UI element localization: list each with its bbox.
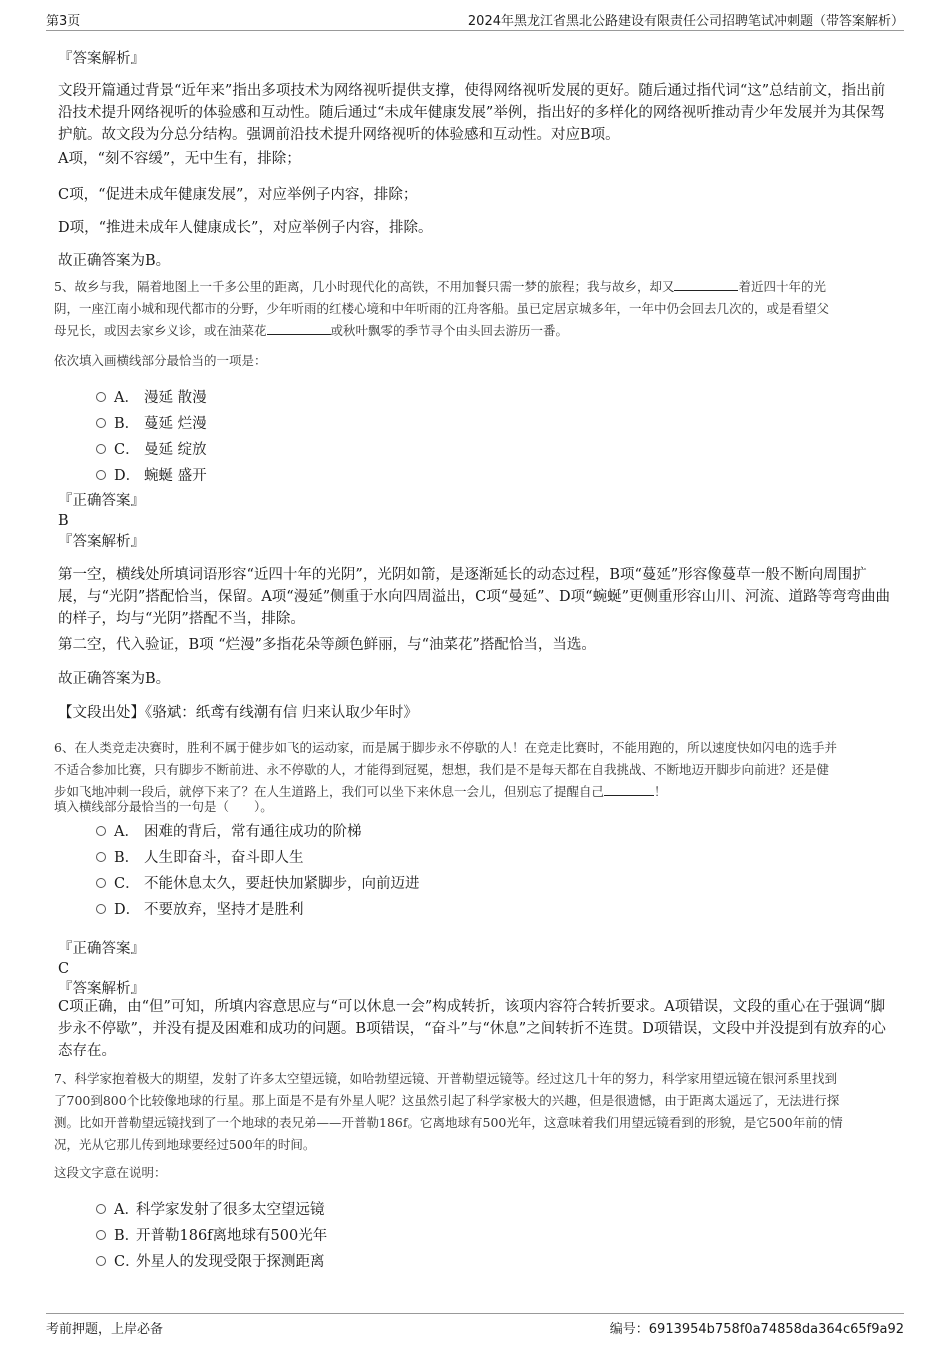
radio-icon[interactable]	[96, 878, 106, 888]
analysis-label: 『答案解析』	[58, 981, 145, 997]
analysis-label: 『答案解析』	[58, 534, 145, 550]
option-a[interactable]: A． 科学家发射了很多太空望远镜	[96, 1198, 325, 1219]
option-d[interactable]: D． 蜿蜒 盛开	[96, 464, 207, 485]
question-prompt: 依次填入画横线部分最恰当的一项是：	[54, 353, 267, 368]
radio-icon[interactable]	[96, 392, 106, 402]
radio-icon[interactable]	[96, 852, 106, 862]
option-a[interactable]: A． 困难的背后，常有通往成功的阶梯	[96, 820, 362, 841]
footer-slogan: 考前押题，上岸必备	[46, 1322, 164, 1337]
question-prompt: 填入横线部分最恰当的一句是（ ）。	[54, 799, 273, 814]
radio-icon[interactable]	[96, 904, 106, 914]
source: 【文段出处】《骆斌：纸鸢有线潮有信 归来认取少年时》	[58, 705, 418, 721]
fill-blank	[604, 783, 654, 796]
option-d[interactable]: D． 不要放弃，坚持才是胜利	[96, 898, 304, 919]
page-header	[46, 8, 904, 31]
question-stem: 7、科学家抱着极大的期望，发射了许多太空望远镜，如哈勃望远镜、开普勒望远镜等。经过这几十年的努力，科学家用望远镜在银河系里找到 了700到800个比较像地球的行星。那上面是不是有外星人呢？这虽然引起了科学家极大的兴趣，但是很遗憾，由于距离太遥远了，无法进行探 测。比如开普勒望远镜找到了一个地球的表兄弟——开普勒186f。它离地球有500光年，这意味着我们用望远镜看到的形貌，是它500年前的情 况，光从它那儿传到地球要经过500年的时间。	[54, 1071, 843, 1152]
answer-label: 『正确答案』	[58, 941, 145, 957]
option-b[interactable]: B． 蔓延 烂漫	[96, 412, 207, 433]
option-a[interactable]: A． 漫延 散漫	[96, 386, 207, 407]
document-title: 2024年黑龙江省黑北公路建设有限责任公司招聘笔试冲刺题（带答案解析）	[467, 14, 904, 29]
fill-blank	[674, 278, 738, 291]
analysis-paragraph: 文段开篇通过背景“近年来”指出多项技术为网络视听提供支撑，使得网络视听发展的更好。随后通过指代词“这”总结前文，指出前沿技术提升网络视听的体验感和互动性。随后通过“未成年健康发展”举例，指出好的多样化的网络视听推动青少年发展并为其保驾护航。故文段为分总分结构。强调前沿技术提升网络视听的体验感和互动性。对应B项。	[58, 83, 886, 143]
analysis-line-d: D项，“推进未成年人健康成长”，对应举例子内容，排除。	[58, 220, 433, 236]
analysis-label: 『答案解析』	[58, 51, 145, 67]
radio-icon[interactable]	[96, 1256, 106, 1266]
option-b[interactable]: B． 人生即奋斗，奋斗即人生	[96, 846, 304, 867]
question-stem: 5、故乡与我，隔着地图上一千多公里的距离，几小时现代化的高铁，不用加餐只需一梦的旅程；我与故乡，却又 着近四十年的光 阴，一座江南小城和现代都市的分野，少年听雨的红楼心境和中年听雨的江舟客船。虽已定居京城多年，一年中仍会回去几次的，或是看望父 母兄长，或因去家乡义诊，或在油菜花 或秋叶飘零的季节寻个由头回去游历一番。	[54, 279, 830, 338]
fill-blank	[267, 322, 331, 335]
radio-icon[interactable]	[96, 470, 106, 480]
option-c[interactable]: C． 曼延 绽放	[96, 438, 207, 459]
analysis-paragraph: 第二空，代入验证，B项 “烂漫”多指花朵等颜色鲜丽，与“油菜花”搭配恰当，当选。	[58, 637, 596, 653]
radio-icon[interactable]	[96, 418, 106, 428]
option-c[interactable]: C． 不能休息太久，要赶快加紧脚步，向前迈进	[96, 872, 420, 893]
analysis-paragraph: C项正确，由“但”可知，所填内容意思应与“可以休息一会”构成转折，该项内容符合转折要求。A项错误，文段的重心在于强调“脚步永不停歇”，并没有提及困难和成功的问题。B项错误，“奋斗”与“休息”之间转折不连贯。D项错误，文段中并没提到有放弃的心态存在。	[58, 999, 886, 1059]
question-prompt: 这段文字意在说明：	[54, 1165, 167, 1180]
analysis-paragraph: 第一空，横线处所填词语形容“近四十年的光阴”，光阴如箭，是逐渐延长的动态过程，B项“蔓延”形容像蔓草一般不断向周围扩展，与“光阴”搭配恰当，保留。A项“漫延”侧重于水向四周溢出，C项“曼延”、D项“蜿蜒”更侧重形容山川、河流、道路等弯弯曲曲的样子，均与“光阴”搭配不当，排除。	[58, 567, 890, 627]
radio-icon[interactable]	[96, 1204, 106, 1214]
answer-value: B	[58, 513, 69, 529]
option-c[interactable]: C． 外星人的发现受限于探测距离	[96, 1250, 325, 1271]
page-footer	[46, 1313, 904, 1342]
radio-icon[interactable]	[96, 444, 106, 454]
analysis-line-c: C项，“促进未成年健康发展”，对应举例子内容，排除；	[58, 187, 418, 203]
radio-icon[interactable]	[96, 826, 106, 836]
analysis-line-a: A项，“刻不容缓”，无中生有，排除；	[58, 151, 301, 167]
document-id: 编号：6913954b758f0a74858da364c65f9a92	[609, 1322, 904, 1337]
conclusion: 故正确答案为B。	[58, 253, 171, 269]
answer-value: C	[58, 961, 70, 977]
radio-icon[interactable]	[96, 1230, 106, 1240]
conclusion: 故正确答案为B。	[58, 671, 171, 687]
page-number: 第3页	[46, 14, 81, 29]
question-stem: 6、在人类竞走决赛时，胜利不属于健步如飞的运动家，而是属于脚步永不停歇的人！在竞走比赛时，不能用跑的，所以速度快如闪电的选手并 不适合参加比赛，只有脚步不断前进、永不停歇的人，才能得到冠冕，想想，我们是不是每天都在自我挑战、不断地迈开脚步向前进？还是健 步如飞地冲刺一段后，就停下来了？在人生道路上，我们可以坐下来休息一会儿，但别忘了提醒自己 ！	[54, 740, 837, 799]
answer-label: 『正确答案』	[58, 493, 145, 509]
option-b[interactable]: B． 开普勒186f离地球有500光年	[96, 1224, 327, 1245]
